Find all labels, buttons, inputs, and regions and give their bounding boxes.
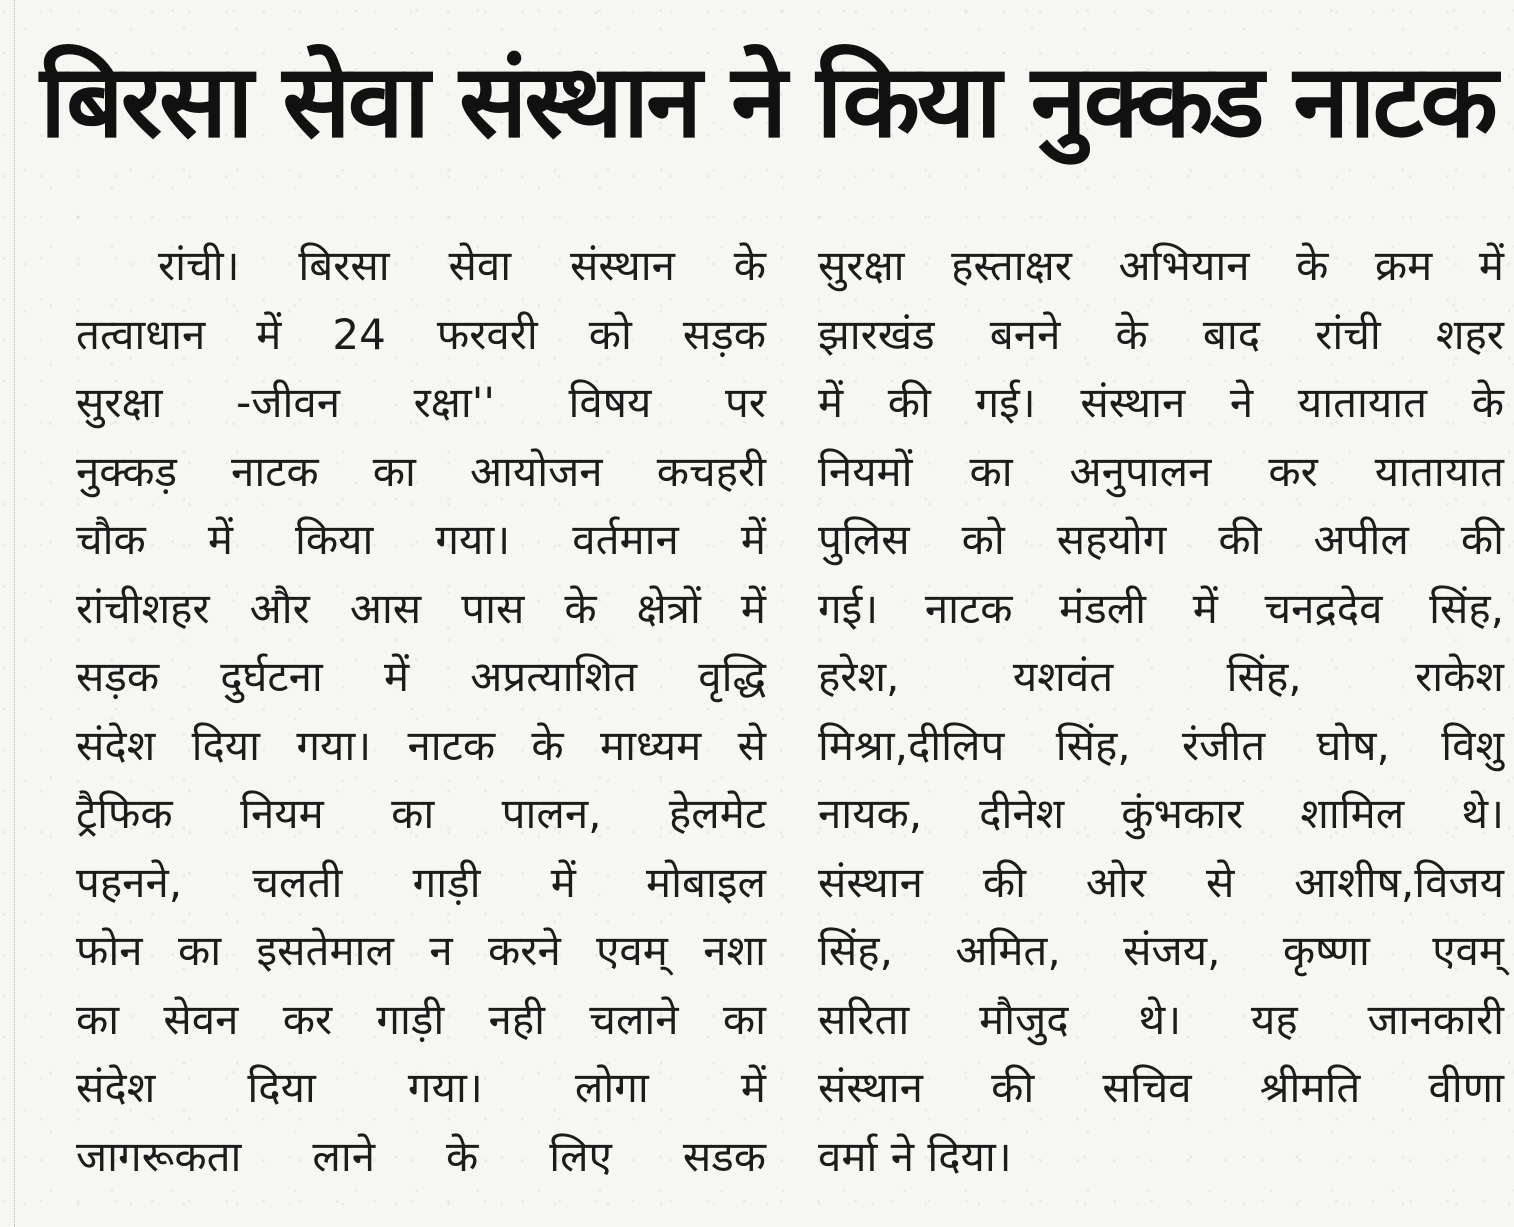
text-line: में की गई। संस्थान ने यातायात के (818, 378, 1504, 427)
text-line: नियमों का अनुपालन कर यातायात (818, 446, 1504, 496)
headline: बिरसा सेवा संस्थान ने किया नुक्कड नाटक (40, 42, 1495, 160)
scan-edge (0, 0, 15, 1227)
text-line: संस्थान की ओर से आशीष,विजय (818, 857, 1504, 907)
article-column-left (76, 232, 766, 1191)
text-line: तत्वाधान में 24 फरवरी को सड़क (76, 309, 766, 359)
text-line: फोन का इसतेमाल न करने एवम् नशा (76, 926, 766, 975)
text-line: सुरक्षा हस्ताक्षर अभियान के क्रम में (818, 241, 1504, 290)
text-line: हरेश, यशवंत सिंह, राकेश (818, 652, 1504, 701)
text-line: रांची। बिरसा सेवा संस्थान के (158, 241, 766, 290)
text-line: मिश्रा,दीलिप सिंह, रंजीत घोष, विशु (818, 720, 1504, 770)
text-line: गई। नाटक मंडली में चनद्रदेव सिंह, (818, 583, 1504, 633)
text-line: रांचीशहर और आस पास के क्षेत्रों में (76, 583, 766, 633)
text-line: झारखंड बनने के बाद रांची शहर (818, 309, 1504, 359)
text-line: संस्थान की सचिव श्रीमति वीणा (818, 1063, 1504, 1112)
text-line: संदेश दिया गया। नाटक के माध्यम से (76, 720, 766, 770)
article-column-right (818, 232, 1504, 1191)
text-line: सिंह, अमित, संजय, कृष्णा एवम् (818, 926, 1504, 975)
text-line: का सेवन कर गाड़ी नही चलाने का (76, 994, 766, 1044)
text-line: चौक में किया गया। वर्तमान में (76, 515, 766, 564)
text-line: सड़क दुर्घटना में अप्रत्याशित वृद्धि (76, 652, 766, 701)
text-line: पहनने, चलती गाड़ी में मोबाइल (76, 857, 766, 907)
text-line: वर्मा ने दिया। (818, 1131, 1012, 1181)
text-line: संदेश दिया गया। लोगा में (76, 1063, 766, 1112)
text-line: ट्रैफिक नियम का पालन, हेलमेट (76, 789, 766, 838)
text-line: नायक, दीनेश कुंभकार शामिल थे। (818, 789, 1504, 838)
text-line: पुलिस को सहयोग की अपील की (818, 515, 1504, 564)
text-line: सुरक्षा -जीवन रक्षा'' विषय पर (76, 378, 766, 427)
text-line: सरिता मौजुद थे। यह जानकारी (818, 994, 1504, 1044)
text-line: नुक्कड़ नाटक का आयोजन कचहरी (76, 446, 766, 496)
text-line: जागरूकता लाने के लिए सडक (76, 1131, 766, 1181)
